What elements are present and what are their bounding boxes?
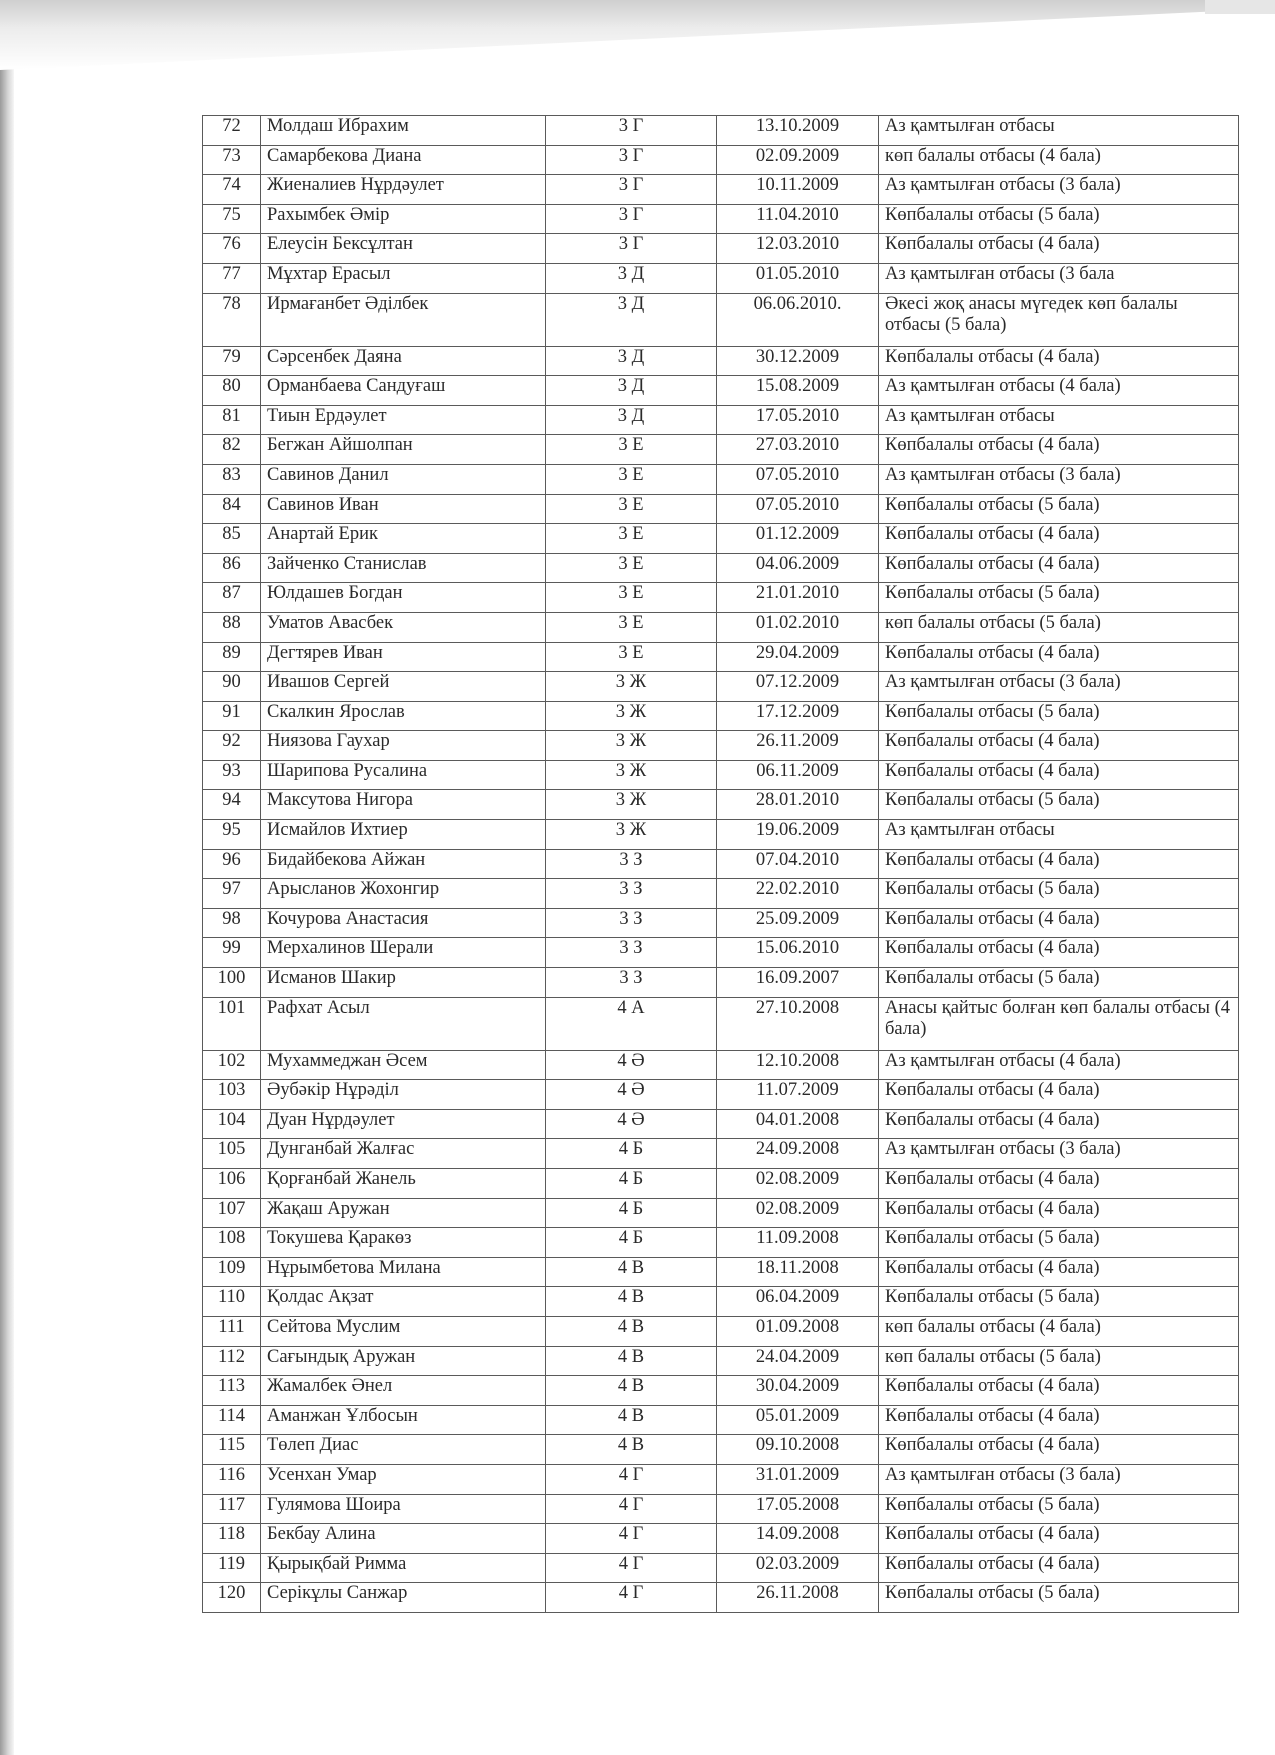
family-status-cell: Көпбалалы отбасы (4 бала): [879, 1257, 1239, 1287]
row-number-cell: 113: [203, 1376, 261, 1406]
student-name-cell: Токушева Қаракөз: [261, 1228, 546, 1258]
birth-date-cell: 28.01.2010: [717, 790, 879, 820]
birth-date-cell: 12.03.2010: [717, 234, 879, 264]
family-status-cell: Көпбалалы отбасы (4 бала): [879, 908, 1239, 938]
birth-date-cell: 27.10.2008: [717, 997, 879, 1050]
student-name-cell: Мұхтар Ерасыл: [261, 263, 546, 293]
family-status-cell: көп балалы отбасы (5 бала): [879, 612, 1239, 642]
class-grade-cell: 3 Ж: [546, 672, 717, 702]
student-name-cell: Сағындық Аружан: [261, 1346, 546, 1376]
family-status-cell: Көпбалалы отбасы (4 бала): [879, 524, 1239, 554]
student-name-cell: Савинов Иван: [261, 494, 546, 524]
table-row: [203, 583, 1239, 613]
table-row: [203, 1464, 1239, 1494]
student-name-cell: Сәрсенбек Даяна: [261, 346, 546, 376]
birth-date-cell: 27.03.2010: [717, 435, 879, 465]
class-grade-cell: 4 Б: [546, 1228, 717, 1258]
student-name-cell: Бегжан Айшолпан: [261, 435, 546, 465]
birth-date-cell: 14.09.2008: [717, 1524, 879, 1554]
table-row: [203, 1139, 1239, 1169]
row-number-cell: 108: [203, 1228, 261, 1258]
class-grade-cell: 3 Д: [546, 376, 717, 406]
row-number-cell: 88: [203, 612, 261, 642]
student-name-cell: Ивашов Сергей: [261, 672, 546, 702]
table-row: [203, 1376, 1239, 1406]
class-grade-cell: 3 Д: [546, 405, 717, 435]
student-name-cell: Ирмағанбет Әділбек: [261, 293, 546, 346]
student-name-cell: Мерхалинов Шерали: [261, 938, 546, 968]
student-name-cell: Гулямова Шоира: [261, 1494, 546, 1524]
row-number-cell: 103: [203, 1080, 261, 1110]
family-status-cell: Көпбалалы отбасы (5 бала): [879, 1494, 1239, 1524]
family-status-cell: Көпбалалы отбасы (4 бала): [879, 1080, 1239, 1110]
student-name-cell: Анартай Ерик: [261, 524, 546, 554]
birth-date-cell: 01.02.2010: [717, 612, 879, 642]
row-number-cell: 111: [203, 1316, 261, 1346]
table-row: [203, 435, 1239, 465]
class-grade-cell: 4 А: [546, 997, 717, 1050]
class-grade-cell: 4 Ә: [546, 1080, 717, 1110]
student-name-cell: Савинов Данил: [261, 464, 546, 494]
row-number-cell: 84: [203, 494, 261, 524]
table-row: [203, 145, 1239, 175]
student-name-cell: Серікұлы Санжар: [261, 1583, 546, 1613]
birth-date-cell: 10.11.2009: [717, 175, 879, 205]
student-name-cell: Жамалбек Әнел: [261, 1376, 546, 1406]
birth-date-cell: 09.10.2008: [717, 1435, 879, 1465]
class-grade-cell: 4 Г: [546, 1524, 717, 1554]
family-status-cell: Көпбалалы отбасы (4 бала): [879, 1109, 1239, 1139]
roster-body: [203, 116, 1239, 1613]
class-grade-cell: 3 З: [546, 879, 717, 909]
family-status-cell: Аз қамтылған отбасы (4 бала): [879, 376, 1239, 406]
birth-date-cell: 30.04.2009: [717, 1376, 879, 1406]
birth-date-cell: 17.05.2008: [717, 1494, 879, 1524]
table-row: [203, 263, 1239, 293]
birth-date-cell: 26.11.2008: [717, 1583, 879, 1613]
table-row: [203, 938, 1239, 968]
table-row: [203, 672, 1239, 702]
student-name-cell: Орманбаева Сандуғаш: [261, 376, 546, 406]
family-status-cell: Аз қамтылған отбасы: [879, 405, 1239, 435]
family-status-cell: Көпбалалы отбасы (5 бала): [879, 879, 1239, 909]
class-grade-cell: 4 В: [546, 1287, 717, 1317]
row-number-cell: 86: [203, 553, 261, 583]
birth-date-cell: 07.12.2009: [717, 672, 879, 702]
table-row: [203, 849, 1239, 879]
table-row: [203, 642, 1239, 672]
row-number-cell: 107: [203, 1198, 261, 1228]
family-status-cell: Көпбалалы отбасы (4 бала): [879, 849, 1239, 879]
family-status-cell: Көпбалалы отбасы (4 бала): [879, 938, 1239, 968]
class-grade-cell: 4 Ә: [546, 1050, 717, 1080]
birth-date-cell: 07.05.2010: [717, 494, 879, 524]
birth-date-cell: 06.04.2009: [717, 1287, 879, 1317]
class-grade-cell: 4 Г: [546, 1583, 717, 1613]
scan-left-shadow: [0, 0, 14, 1755]
row-number-cell: 74: [203, 175, 261, 205]
student-name-cell: Тиын Ердәулет: [261, 405, 546, 435]
family-status-cell: көп балалы отбасы (4 бала): [879, 1316, 1239, 1346]
class-grade-cell: 3 Ж: [546, 701, 717, 731]
row-number-cell: 75: [203, 204, 261, 234]
class-grade-cell: 3 Е: [546, 464, 717, 494]
birth-date-cell: 22.02.2010: [717, 879, 879, 909]
table-row: [203, 731, 1239, 761]
row-number-cell: 112: [203, 1346, 261, 1376]
class-grade-cell: 4 Г: [546, 1553, 717, 1583]
row-number-cell: 98: [203, 908, 261, 938]
student-name-cell: Скалкин Ярослав: [261, 701, 546, 731]
student-name-cell: Аманжан Ұлбосын: [261, 1405, 546, 1435]
row-number-cell: 83: [203, 464, 261, 494]
family-status-cell: көп балалы отбасы (4 бала): [879, 145, 1239, 175]
family-status-cell: Аз қамтылған отбасы (3 бала: [879, 263, 1239, 293]
row-number-cell: 87: [203, 583, 261, 613]
row-number-cell: 78: [203, 293, 261, 346]
student-name-cell: Қорғанбай Жанель: [261, 1169, 546, 1199]
birth-date-cell: 16.09.2007: [717, 968, 879, 998]
family-status-cell: Аз қамтылған отбасы (3 бала): [879, 672, 1239, 702]
student-name-cell: Дунганбай Жалғас: [261, 1139, 546, 1169]
row-number-cell: 92: [203, 731, 261, 761]
family-status-cell: Көпбалалы отбасы (5 бала): [879, 1287, 1239, 1317]
class-grade-cell: 4 В: [546, 1435, 717, 1465]
class-grade-cell: 3 Г: [546, 204, 717, 234]
birth-date-cell: 04.06.2009: [717, 553, 879, 583]
class-grade-cell: 3 Г: [546, 116, 717, 146]
class-grade-cell: 3 Ж: [546, 790, 717, 820]
row-number-cell: 85: [203, 524, 261, 554]
class-grade-cell: 4 Б: [546, 1169, 717, 1199]
table-row: [203, 346, 1239, 376]
student-name-cell: Мухаммеджан Әсем: [261, 1050, 546, 1080]
family-status-cell: Көпбалалы отбасы (5 бала): [879, 494, 1239, 524]
table-row: [203, 204, 1239, 234]
table-row: [203, 1050, 1239, 1080]
class-grade-cell: 4 В: [546, 1257, 717, 1287]
row-number-cell: 94: [203, 790, 261, 820]
class-grade-cell: 4 Б: [546, 1139, 717, 1169]
class-grade-cell: 4 В: [546, 1376, 717, 1406]
student-name-cell: Зайченко Станислав: [261, 553, 546, 583]
class-grade-cell: 4 В: [546, 1346, 717, 1376]
student-name-cell: Шарипова Русалина: [261, 760, 546, 790]
family-status-cell: Көпбалалы отбасы (5 бала): [879, 583, 1239, 613]
row-number-cell: 90: [203, 672, 261, 702]
birth-date-cell: 04.01.2008: [717, 1109, 879, 1139]
class-grade-cell: 4 В: [546, 1316, 717, 1346]
table-row: [203, 908, 1239, 938]
student-name-cell: Сейтова Муслим: [261, 1316, 546, 1346]
table-row: [203, 175, 1239, 205]
scan-top-shadow: [0, 0, 1275, 70]
birth-date-cell: 26.11.2009: [717, 731, 879, 761]
birth-date-cell: 11.09.2008: [717, 1228, 879, 1258]
class-grade-cell: 3 Е: [546, 642, 717, 672]
family-status-cell: Көпбалалы отбасы (5 бала): [879, 1583, 1239, 1613]
class-grade-cell: 3 Е: [546, 583, 717, 613]
birth-date-cell: 07.05.2010: [717, 464, 879, 494]
table-row: [203, 376, 1239, 406]
birth-date-cell: 15.08.2009: [717, 376, 879, 406]
student-name-cell: Самарбекова Диана: [261, 145, 546, 175]
student-name-cell: Бидайбекова Айжан: [261, 849, 546, 879]
class-grade-cell: 3 Г: [546, 234, 717, 264]
birth-date-cell: 02.08.2009: [717, 1198, 879, 1228]
student-name-cell: Жақаш Аружан: [261, 1198, 546, 1228]
birth-date-cell: 31.01.2009: [717, 1464, 879, 1494]
row-number-cell: 114: [203, 1405, 261, 1435]
table-row: [203, 1109, 1239, 1139]
family-status-cell: Көпбалалы отбасы (5 бала): [879, 968, 1239, 998]
family-status-cell: Көпбалалы отбасы (4 бала): [879, 1198, 1239, 1228]
birth-date-cell: 12.10.2008: [717, 1050, 879, 1080]
table-row: [203, 1494, 1239, 1524]
row-number-cell: 100: [203, 968, 261, 998]
family-status-cell: Көпбалалы отбасы (4 бала): [879, 553, 1239, 583]
table-row: [203, 997, 1239, 1050]
birth-date-cell: 25.09.2009: [717, 908, 879, 938]
family-status-cell: Көпбалалы отбасы (4 бала): [879, 234, 1239, 264]
birth-date-cell: 18.11.2008: [717, 1257, 879, 1287]
scan-corner: [1205, 0, 1275, 14]
table-row: [203, 1405, 1239, 1435]
student-name-cell: Қолдас Ақзат: [261, 1287, 546, 1317]
row-number-cell: 97: [203, 879, 261, 909]
birth-date-cell: 01.09.2008: [717, 1316, 879, 1346]
class-grade-cell: 3 Е: [546, 494, 717, 524]
student-name-cell: Юлдашев Богдан: [261, 583, 546, 613]
row-number-cell: 91: [203, 701, 261, 731]
table-row: [203, 968, 1239, 998]
family-status-cell: Анасы қайтыс болған көп балалы отбасы (4 бала): [879, 997, 1239, 1050]
row-number-cell: 95: [203, 820, 261, 850]
row-number-cell: 73: [203, 145, 261, 175]
student-roster-table: [202, 115, 1239, 1613]
student-name-cell: Жиеналиев Нұрдәулет: [261, 175, 546, 205]
family-status-cell: Көпбалалы отбасы (4 бала): [879, 1524, 1239, 1554]
class-grade-cell: 4 Б: [546, 1198, 717, 1228]
student-name-cell: Дегтярев Иван: [261, 642, 546, 672]
family-status-cell: Аз қамтылған отбасы (3 бала): [879, 1464, 1239, 1494]
birth-date-cell: 11.04.2010: [717, 204, 879, 234]
table-row: [203, 553, 1239, 583]
birth-date-cell: 24.09.2008: [717, 1139, 879, 1169]
class-grade-cell: 3 Ж: [546, 820, 717, 850]
row-number-cell: 109: [203, 1257, 261, 1287]
class-grade-cell: 4 Ә: [546, 1109, 717, 1139]
row-number-cell: 110: [203, 1287, 261, 1317]
class-grade-cell: 3 Е: [546, 612, 717, 642]
birth-date-cell: 05.01.2009: [717, 1405, 879, 1435]
birth-date-cell: 02.09.2009: [717, 145, 879, 175]
family-status-cell: Көпбалалы отбасы (5 бала): [879, 1228, 1239, 1258]
family-status-cell: Аз қамтылған отбасы: [879, 116, 1239, 146]
birth-date-cell: 11.07.2009: [717, 1080, 879, 1110]
family-status-cell: Көпбалалы отбасы (4 бала): [879, 346, 1239, 376]
table-row: [203, 701, 1239, 731]
class-grade-cell: 3 Д: [546, 293, 717, 346]
birth-date-cell: 02.03.2009: [717, 1553, 879, 1583]
family-status-cell: Көпбалалы отбасы (4 бала): [879, 1435, 1239, 1465]
birth-date-cell: 06.06.2010.: [717, 293, 879, 346]
student-name-cell: Молдаш Ибрахим: [261, 116, 546, 146]
table-row: [203, 1257, 1239, 1287]
family-status-cell: Көпбалалы отбасы (4 бала): [879, 642, 1239, 672]
table-row: [203, 820, 1239, 850]
table-row: [203, 464, 1239, 494]
table-row: [203, 1346, 1239, 1376]
family-status-cell: Көпбалалы отбасы (4 бала): [879, 760, 1239, 790]
table-row: [203, 405, 1239, 435]
table-row: [203, 1169, 1239, 1199]
table-row: [203, 1080, 1239, 1110]
class-grade-cell: 3 З: [546, 968, 717, 998]
row-number-cell: 101: [203, 997, 261, 1050]
student-name-cell: Қырықбай Римма: [261, 1553, 546, 1583]
class-grade-cell: 3 З: [546, 908, 717, 938]
family-status-cell: Көпбалалы отбасы (4 бала): [879, 1405, 1239, 1435]
student-name-cell: Максутова Нигора: [261, 790, 546, 820]
row-number-cell: 118: [203, 1524, 261, 1554]
class-grade-cell: 3 Г: [546, 145, 717, 175]
row-number-cell: 93: [203, 760, 261, 790]
class-grade-cell: 3 Д: [546, 346, 717, 376]
table-row: [203, 1316, 1239, 1346]
row-number-cell: 76: [203, 234, 261, 264]
table-row: [203, 1553, 1239, 1583]
class-grade-cell: 3 Д: [546, 263, 717, 293]
table-row: [203, 790, 1239, 820]
family-status-cell: Көпбалалы отбасы (4 бала): [879, 1553, 1239, 1583]
table-row: [203, 760, 1239, 790]
family-status-cell: Көпбалалы отбасы (4 бала): [879, 1169, 1239, 1199]
class-grade-cell: 3 Е: [546, 553, 717, 583]
class-grade-cell: 4 Г: [546, 1494, 717, 1524]
row-number-cell: 89: [203, 642, 261, 672]
birth-date-cell: 19.06.2009: [717, 820, 879, 850]
student-name-cell: Рахымбек Әмір: [261, 204, 546, 234]
class-grade-cell: 4 В: [546, 1405, 717, 1435]
birth-date-cell: 29.04.2009: [717, 642, 879, 672]
family-status-cell: Көпбалалы отбасы (4 бала): [879, 435, 1239, 465]
table-row: [203, 1287, 1239, 1317]
table-row: [203, 494, 1239, 524]
birth-date-cell: 01.12.2009: [717, 524, 879, 554]
table-row: [203, 293, 1239, 346]
birth-date-cell: 02.08.2009: [717, 1169, 879, 1199]
row-number-cell: 82: [203, 435, 261, 465]
table-row: [203, 234, 1239, 264]
row-number-cell: 80: [203, 376, 261, 406]
row-number-cell: 120: [203, 1583, 261, 1613]
family-status-cell: Көпбалалы отбасы (5 бала): [879, 701, 1239, 731]
class-grade-cell: 3 Е: [546, 524, 717, 554]
table-row: [203, 116, 1239, 146]
row-number-cell: 81: [203, 405, 261, 435]
student-name-cell: Әубәкір Нұрәділ: [261, 1080, 546, 1110]
row-number-cell: 72: [203, 116, 261, 146]
table-row: [203, 612, 1239, 642]
birth-date-cell: 13.10.2009: [717, 116, 879, 146]
student-name-cell: Исмайлов Ихтиер: [261, 820, 546, 850]
table-row: [203, 879, 1239, 909]
student-name-cell: Елеусін Бексұлтан: [261, 234, 546, 264]
family-status-cell: Көпбалалы отбасы (4 бала): [879, 1376, 1239, 1406]
student-name-cell: Төлеп Диас: [261, 1435, 546, 1465]
family-status-cell: Әкесі жоқ анасы мүгедек көп балалы отбасы (5 бала): [879, 293, 1239, 346]
row-number-cell: 115: [203, 1435, 261, 1465]
student-name-cell: Бекбау Алина: [261, 1524, 546, 1554]
row-number-cell: 104: [203, 1109, 261, 1139]
student-name-cell: Ниязова Гаухар: [261, 731, 546, 761]
row-number-cell: 116: [203, 1464, 261, 1494]
family-status-cell: көп балалы отбасы (5 бала): [879, 1346, 1239, 1376]
student-name-cell: Исманов Шакир: [261, 968, 546, 998]
birth-date-cell: 06.11.2009: [717, 760, 879, 790]
class-grade-cell: 3 З: [546, 938, 717, 968]
row-number-cell: 117: [203, 1494, 261, 1524]
family-status-cell: Көпбалалы отбасы (5 бала): [879, 790, 1239, 820]
birth-date-cell: 30.12.2009: [717, 346, 879, 376]
row-number-cell: 102: [203, 1050, 261, 1080]
birth-date-cell: 15.06.2010: [717, 938, 879, 968]
family-status-cell: Аз қамтылған отбасы (3 бала): [879, 175, 1239, 205]
table-row: [203, 1198, 1239, 1228]
table-row: [203, 1524, 1239, 1554]
family-status-cell: Аз қамтылған отбасы (3 бала): [879, 1139, 1239, 1169]
student-name-cell: Рафхат Асыл: [261, 997, 546, 1050]
class-grade-cell: 3 Ж: [546, 731, 717, 761]
student-name-cell: Нұрымбетова Милана: [261, 1257, 546, 1287]
student-name-cell: Уматов Авасбек: [261, 612, 546, 642]
birth-date-cell: 17.12.2009: [717, 701, 879, 731]
birth-date-cell: 07.04.2010: [717, 849, 879, 879]
table-row: [203, 1435, 1239, 1465]
row-number-cell: 99: [203, 938, 261, 968]
class-grade-cell: 4 Г: [546, 1464, 717, 1494]
class-grade-cell: 3 Е: [546, 435, 717, 465]
row-number-cell: 106: [203, 1169, 261, 1199]
row-number-cell: 119: [203, 1553, 261, 1583]
family-status-cell: Көпбалалы отбасы (5 бала): [879, 204, 1239, 234]
class-grade-cell: 3 Г: [546, 175, 717, 205]
birth-date-cell: 01.05.2010: [717, 263, 879, 293]
family-status-cell: Аз қамтылған отбасы (4 бала): [879, 1050, 1239, 1080]
table-row: [203, 1583, 1239, 1613]
row-number-cell: 105: [203, 1139, 261, 1169]
family-status-cell: Аз қамтылған отбасы (3 бала): [879, 464, 1239, 494]
birth-date-cell: 21.01.2010: [717, 583, 879, 613]
table-row: [203, 1228, 1239, 1258]
row-number-cell: 96: [203, 849, 261, 879]
row-number-cell: 77: [203, 263, 261, 293]
student-name-cell: Кочурова Анастасия: [261, 908, 546, 938]
class-grade-cell: 3 Ж: [546, 760, 717, 790]
row-number-cell: 79: [203, 346, 261, 376]
birth-date-cell: 17.05.2010: [717, 405, 879, 435]
family-status-cell: Аз қамтылған отбасы: [879, 820, 1239, 850]
birth-date-cell: 24.04.2009: [717, 1346, 879, 1376]
student-name-cell: Арысланов Жохонгир: [261, 879, 546, 909]
family-status-cell: Көпбалалы отбасы (4 бала): [879, 731, 1239, 761]
student-name-cell: Дуан Нұрдәулет: [261, 1109, 546, 1139]
table-row: [203, 524, 1239, 554]
student-name-cell: Усенхан Умар: [261, 1464, 546, 1494]
class-grade-cell: 3 З: [546, 849, 717, 879]
